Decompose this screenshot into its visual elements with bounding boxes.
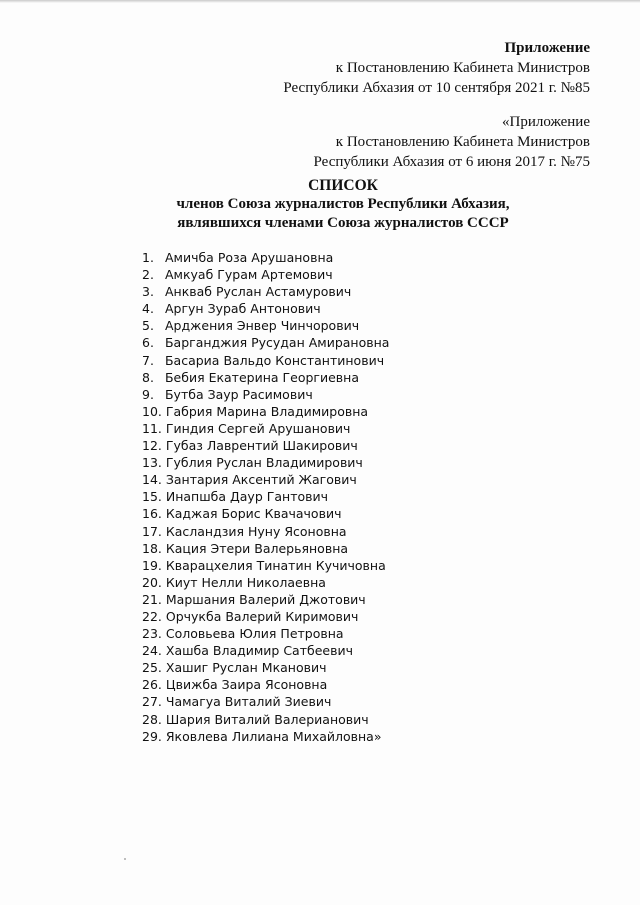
scan-edge	[0, 0, 640, 3]
list-item	[142, 608, 389, 625]
list-item-name: Орчукба Валерий Киримович	[165, 608, 359, 624]
list-item-name: Барганджия Русудан Амирановна	[164, 335, 390, 351]
list-item-name: Амичба Роза Арушановна	[164, 250, 334, 265]
list-item	[142, 266, 389, 283]
list-title: СПИСОК	[308, 177, 378, 194]
list-heading	[0, 176, 640, 233]
list-item-name: Зантария Аксентий Жагович	[165, 472, 357, 488]
list-item-number: 24.	[142, 643, 162, 659]
list-item-number: 5.	[142, 318, 154, 334]
list-item-number: 20.	[142, 574, 162, 590]
appendix-current-title: Приложение	[504, 40, 590, 56]
list-item-name: Арджения Энвер Чинчорович	[164, 318, 360, 334]
scan-speck	[124, 858, 126, 860]
list-item	[142, 625, 389, 642]
list-item	[142, 334, 389, 351]
list-item	[142, 728, 389, 745]
members-list	[142, 249, 389, 745]
list-item	[142, 488, 389, 505]
appendix-previous-line2: Республики Абхазия от 6 июня 2017 г. №75	[313, 154, 590, 170]
list-item	[142, 523, 389, 540]
list-item-name: Гублия Руслан Владимирович	[165, 455, 363, 471]
list-item-number: 18.	[142, 540, 162, 556]
list-item	[142, 420, 389, 437]
list-item-number: 27.	[142, 694, 162, 710]
list-item-name: Хашба Владимир Сатбеевич	[165, 643, 353, 659]
list-item	[142, 249, 389, 266]
list-item-name: Басариа Вальдо Константинович	[164, 352, 385, 368]
list-item-name: Цвижба Заира Ясоновна	[165, 677, 328, 693]
list-item	[142, 642, 389, 659]
list-item-name: Губаз Лаврентий Шакирович	[165, 438, 358, 454]
list-item-number: 17.	[142, 523, 162, 539]
list-item	[142, 283, 389, 300]
list-item	[142, 300, 389, 317]
list-item-name: Инапшба Даур Гантович	[165, 489, 329, 505]
list-item	[142, 403, 389, 420]
list-item	[142, 454, 389, 471]
list-item	[142, 352, 389, 369]
list-item-name: Гиндия Сергей Арушанович	[165, 420, 351, 436]
list-item-number: 8.	[142, 369, 154, 385]
list-item-number: 3.	[142, 284, 154, 300]
list-item	[142, 659, 389, 676]
list-item-number: 4.	[142, 301, 154, 317]
list-item-number: 23.	[142, 626, 162, 642]
list-item	[142, 574, 389, 591]
list-subtitle-line2: являвшихся членами Союза журналистов СССР	[177, 215, 509, 231]
list-item-number: 12.	[142, 438, 162, 454]
list-item	[142, 386, 389, 403]
list-item-number: 16.	[142, 506, 162, 522]
list-item-name: Киут Нелли Николаевна	[165, 574, 326, 590]
list-item	[142, 369, 389, 386]
list-item-name: Шария Виталий Валерианович	[165, 711, 369, 727]
list-item-number: 25.	[142, 660, 162, 676]
list-item	[142, 557, 389, 574]
appendix-current-line1: к Постановлению Кабинета Министров	[335, 60, 590, 76]
list-item-name: Кация Этери Валерьяновна	[165, 540, 349, 556]
list-item-name: Чамагуа Виталий Зиевич	[165, 694, 332, 710]
list-item	[142, 591, 389, 608]
list-item-name: Маршания Валерий Джотович	[165, 591, 366, 607]
appendix-previous-title: «Приложение	[501, 114, 590, 130]
list-item-number: 19.	[142, 557, 162, 573]
list-item	[142, 317, 389, 334]
list-item-name: Амкуаб Гурам Артемович	[164, 267, 333, 283]
list-item-number: 6.	[142, 335, 154, 351]
list-item-number: 9.	[142, 386, 154, 402]
appendix-previous	[314, 112, 590, 172]
list-item-name: Габрия Марина Владимировна	[165, 403, 369, 419]
list-item-number: 7.	[142, 352, 154, 368]
list-item-number: 1.	[142, 250, 154, 265]
list-item-name: Кварацхелия Тинатин Кучичовна	[165, 557, 386, 573]
list-item-name: Анкваб Руслан Астамурович	[164, 284, 352, 300]
list-item	[142, 540, 389, 557]
appendix-current	[283, 38, 590, 98]
list-item-name: Бебия Екатерина Георгиевна	[164, 369, 359, 385]
list-item-name: Хашиг Руслан Мканович	[165, 660, 327, 676]
list-item-name: Соловьева Юлия Петровна	[165, 626, 344, 642]
list-item	[142, 505, 389, 522]
list-item-number: 21.	[142, 591, 162, 607]
list-item-number: 13.	[142, 455, 162, 471]
list-item-name: Каджая Борис Квачачович	[165, 506, 342, 522]
appendix-current-line2: Республики Абхазия от 10 сентября 2021 г. №85	[283, 80, 590, 96]
appendix-previous-line1: к Постановлению Кабинета Министров	[335, 134, 590, 150]
list-item	[142, 437, 389, 454]
list-item-number: 11.	[142, 420, 162, 436]
list-item-number: 14.	[142, 472, 162, 488]
list-item-name: Касландзия Нуну Ясоновна	[165, 523, 347, 539]
list-item-number: 22.	[142, 608, 162, 624]
list-item	[142, 471, 389, 488]
list-item-name: Бутба Заур Расимович	[164, 386, 313, 402]
list-item-number: 15.	[142, 489, 162, 505]
list-subtitle-line1: членов Союза журналистов Республики Абхазия,	[176, 196, 510, 212]
list-item-number: 10.	[142, 403, 162, 419]
list-item-number: 26.	[142, 677, 162, 693]
list-item-name: Яковлева Лилиана Михайловна»	[165, 728, 382, 744]
list-item-number: 29.	[142, 728, 162, 744]
list-item-name: Аргун Зураб Антонович	[164, 301, 321, 317]
list-item-number: 28.	[142, 711, 162, 727]
list-item-number: 2.	[142, 267, 154, 283]
list-item	[142, 711, 389, 728]
list-item	[142, 676, 389, 693]
list-item	[142, 693, 389, 710]
